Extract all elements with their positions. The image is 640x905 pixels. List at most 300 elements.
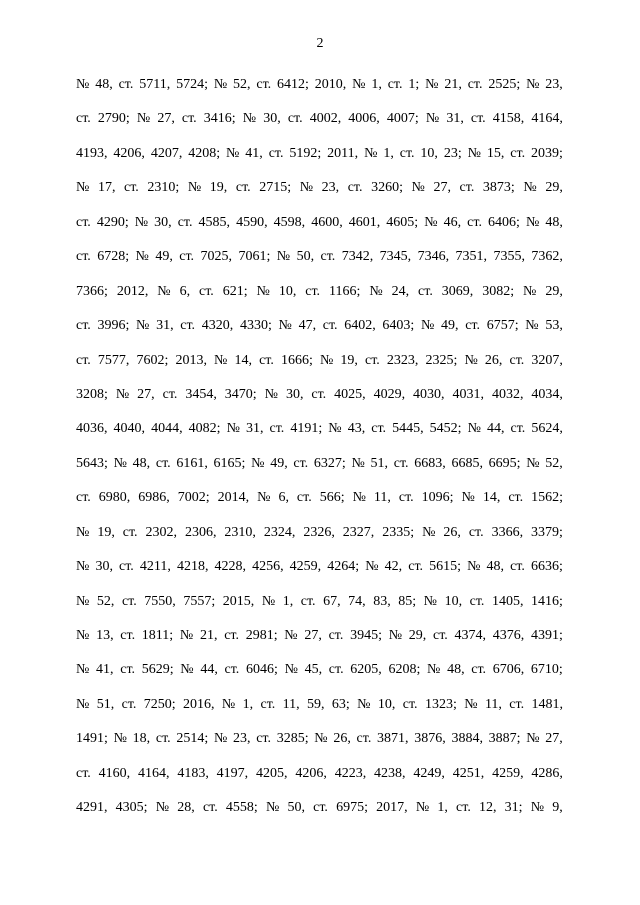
word: 2016, <box>183 696 215 712</box>
text-line <box>76 240 563 274</box>
word: ст. <box>356 731 372 747</box>
word: 4585, <box>198 214 231 230</box>
word: ст. <box>120 662 136 678</box>
word: 4197, <box>216 765 249 781</box>
word: 5452; <box>429 421 462 437</box>
word: 6161, <box>176 455 208 471</box>
word: 1562; <box>531 490 563 506</box>
word: ст. <box>313 800 328 816</box>
page-number: 2 <box>316 36 324 51</box>
text-line <box>76 516 563 550</box>
word: 10, <box>377 696 396 712</box>
word: № <box>425 111 440 127</box>
word: 31; <box>504 800 523 816</box>
word: 4374, <box>454 628 486 643</box>
word: 2790; <box>97 111 130 127</box>
word: 2039; <box>530 145 563 161</box>
word: 49, <box>270 455 288 471</box>
word: ст. <box>76 765 91 781</box>
word: 4558; <box>225 800 258 816</box>
word: ст. <box>202 800 218 816</box>
word: 1, <box>371 77 382 92</box>
word: 4002, <box>309 111 342 127</box>
word: 4205, <box>256 765 288 781</box>
word: 3260; <box>371 180 403 196</box>
word: 43, <box>347 421 366 437</box>
text-line <box>76 481 563 515</box>
word: 3873; <box>482 180 515 196</box>
word: 4391; <box>530 628 563 643</box>
word: № <box>352 490 366 506</box>
word: 48, <box>486 559 504 575</box>
word: 6975; <box>336 800 368 816</box>
word: 4290; <box>96 214 129 230</box>
word: 4207, <box>150 145 183 161</box>
word: ст. <box>418 283 433 299</box>
word: ст. <box>320 249 336 265</box>
word: 4249, <box>413 765 445 781</box>
word: № <box>135 249 149 265</box>
word: ст. <box>510 559 525 575</box>
word: 12, <box>479 800 497 816</box>
word: 5615; <box>429 559 461 575</box>
word: ст. <box>465 318 480 334</box>
word: 50, <box>296 249 315 265</box>
word: ст. <box>365 352 380 368</box>
word: 3454, <box>185 386 217 402</box>
word: 2324, <box>263 524 296 540</box>
word: 63; <box>331 696 350 712</box>
word: ст. <box>224 628 239 643</box>
word: № <box>525 318 539 334</box>
word: 6412; <box>277 77 309 92</box>
word: № <box>422 524 436 540</box>
word: 52, <box>233 77 251 92</box>
word: 4044, <box>151 421 183 437</box>
word: ст. <box>155 731 171 747</box>
word: 31, <box>245 421 264 437</box>
text-line <box>76 137 563 171</box>
word: 4259, <box>492 765 524 781</box>
word: 7577, <box>97 352 130 368</box>
word: 53, <box>545 318 563 334</box>
word: 6165; <box>213 455 246 471</box>
word: ст. <box>121 696 137 712</box>
word: 30, <box>263 111 281 127</box>
word: № <box>284 662 298 678</box>
word: 41, <box>96 662 114 678</box>
word: ст. <box>509 696 525 712</box>
word: ст. <box>287 111 303 127</box>
word: 7346, <box>417 249 450 265</box>
word: 19, <box>209 180 228 196</box>
word: 4040, <box>113 421 146 437</box>
word: 1666; <box>280 352 313 368</box>
word: № <box>226 145 240 161</box>
word: 3470; <box>224 386 257 402</box>
word: 2335; <box>382 524 415 540</box>
word: ст. <box>256 731 271 747</box>
word: № <box>76 696 90 712</box>
word: № <box>242 111 257 127</box>
word: ст. <box>120 628 136 643</box>
word: 30, <box>95 559 113 575</box>
word: ст. <box>296 490 312 506</box>
text-line <box>76 275 563 309</box>
word: 4164, <box>137 765 170 781</box>
word: ст. <box>181 111 197 127</box>
word: 4601, <box>348 214 381 230</box>
word: 42, <box>384 559 403 575</box>
word: ст. <box>76 490 91 506</box>
word: № <box>351 455 365 471</box>
word: 59, <box>307 696 325 712</box>
text-line <box>76 447 563 481</box>
word: ст. <box>199 283 214 299</box>
word: № <box>261 593 276 609</box>
text-line <box>76 378 563 412</box>
word: 4206, <box>295 765 327 781</box>
text-line <box>76 68 563 102</box>
word: 6, <box>179 283 191 299</box>
word: ст. <box>508 490 524 506</box>
word: 29, <box>545 283 563 299</box>
word: 1416; <box>531 593 563 609</box>
word: № <box>467 421 481 437</box>
word: 7366; <box>76 283 108 299</box>
word: 1491; <box>76 731 108 747</box>
word: 49, <box>155 249 173 265</box>
word: 4206, <box>113 145 145 161</box>
word: № <box>423 593 438 609</box>
word: № <box>278 318 292 334</box>
word: 4590, <box>236 214 268 230</box>
word: ст. <box>259 352 274 368</box>
word: 9, <box>552 800 563 816</box>
word: 67, <box>323 593 341 609</box>
word: 4598, <box>273 214 306 230</box>
word: № <box>464 352 478 368</box>
word: 6, <box>278 490 289 506</box>
word: 2326, <box>303 524 335 540</box>
word: № <box>427 662 441 678</box>
word: № <box>113 731 127 747</box>
text-line <box>76 206 563 240</box>
word: № <box>526 731 540 747</box>
word: 4032, <box>491 386 524 402</box>
word: 23, <box>545 77 563 92</box>
word: 6685, <box>451 455 483 471</box>
word: 6208; <box>388 662 421 678</box>
word: 18, <box>132 731 151 747</box>
word: 4036, <box>76 421 108 437</box>
word: 1405, <box>491 593 524 609</box>
word: 2325; <box>425 352 458 368</box>
word: № <box>464 696 478 712</box>
word: ст. <box>471 662 487 678</box>
word: 3069, <box>441 283 474 299</box>
word: № <box>461 490 475 506</box>
word: 3887; <box>488 731 521 747</box>
word: № <box>76 180 90 196</box>
word: 4376, <box>492 628 525 643</box>
word: 27, <box>545 731 563 747</box>
word: 14, <box>482 490 501 506</box>
word: 6695; <box>488 455 521 471</box>
word: 2015, <box>222 593 255 609</box>
word: 7362, <box>531 249 563 265</box>
word: 52, <box>545 455 563 471</box>
word: 621; <box>222 283 248 299</box>
word: 1, <box>383 145 394 161</box>
word: № <box>411 180 425 196</box>
text-line <box>76 619 563 653</box>
word: ст. <box>119 559 134 575</box>
word: № <box>415 800 430 816</box>
word: 23, <box>321 180 340 196</box>
word: 2010, <box>314 77 347 92</box>
word: 1323; <box>424 696 457 712</box>
word: ст. <box>76 352 91 368</box>
word: ст. <box>76 249 91 265</box>
word: 45, <box>304 662 323 678</box>
word: 4007; <box>386 111 419 127</box>
word: 4218, <box>176 559 209 575</box>
word: 3207, <box>531 352 563 368</box>
word: 11, <box>373 490 391 506</box>
word: № <box>136 111 151 127</box>
word: 28, <box>177 800 195 816</box>
word: ст. <box>121 593 137 609</box>
word: № <box>284 628 298 643</box>
word: № <box>314 731 328 747</box>
word: 4164, <box>531 111 563 127</box>
word: № <box>226 421 240 437</box>
word: ст. <box>509 352 525 368</box>
word: ст. <box>467 77 483 92</box>
word: 4082; <box>188 421 221 437</box>
word: 2013, <box>175 352 207 368</box>
word: 4605; <box>386 214 419 230</box>
word: № <box>420 318 435 334</box>
word: 3082; <box>482 283 515 299</box>
word: № <box>76 559 90 575</box>
word: 1, <box>242 696 254 712</box>
word: ст. <box>510 145 526 161</box>
word: ст. <box>122 524 138 540</box>
word: 7250; <box>143 696 176 712</box>
word: 6403; <box>382 318 415 334</box>
word: 1811; <box>141 628 174 643</box>
word: ст. <box>256 77 272 92</box>
word: ст. <box>76 214 91 230</box>
word: № <box>214 352 228 368</box>
word: 24, <box>391 283 410 299</box>
word: 26, <box>484 352 503 368</box>
word: 5445, <box>392 421 424 437</box>
word: ст. <box>124 180 139 196</box>
word: 4160, <box>98 765 131 781</box>
word: ст. <box>76 318 91 334</box>
word: 2302, <box>145 524 177 540</box>
word: 49, <box>441 318 459 334</box>
word: 14, <box>234 352 252 368</box>
word: 23, <box>233 731 251 747</box>
word: 2012, <box>116 283 149 299</box>
word: № <box>369 283 383 299</box>
word: № <box>76 524 90 540</box>
word: № <box>113 455 127 471</box>
word: № <box>526 77 540 92</box>
word: 6986, <box>138 490 170 506</box>
word: № <box>425 77 439 92</box>
text-line <box>76 722 563 756</box>
word: 7002; <box>177 490 210 506</box>
word: ст. <box>268 145 284 161</box>
word: 3871, <box>377 731 409 747</box>
word: № <box>179 628 194 643</box>
word: № <box>221 696 236 712</box>
text-line <box>76 171 563 205</box>
word: 4251, <box>452 765 485 781</box>
word: 6757; <box>486 318 519 334</box>
word: 5643; <box>76 455 108 471</box>
word: № <box>187 180 202 196</box>
word: 26, <box>333 731 351 747</box>
word: 2514; <box>176 731 209 747</box>
word: 3416; <box>203 111 236 127</box>
word: 7550, <box>144 593 176 609</box>
word: 2017, <box>376 800 408 816</box>
word: 26, <box>443 524 461 540</box>
word: 51, <box>96 696 115 712</box>
word: ст. <box>393 455 409 471</box>
word: ст. <box>469 593 485 609</box>
word: № <box>257 490 271 506</box>
word: 21, <box>199 628 218 643</box>
word: ст. <box>311 386 327 402</box>
word: 4330; <box>239 318 272 334</box>
word: 6706, <box>492 662 525 678</box>
word: ст. <box>402 696 418 712</box>
word: 3945; <box>350 628 382 643</box>
word: 21, <box>444 77 462 92</box>
word: 4029, <box>373 386 406 402</box>
word: 4291, <box>76 800 108 816</box>
word: 6327; <box>313 455 346 471</box>
word: ст. <box>408 559 424 575</box>
word: № <box>365 559 379 575</box>
word: ст. <box>510 421 526 437</box>
word: 7345, <box>379 249 412 265</box>
text-line <box>76 550 563 584</box>
word: № <box>276 249 291 265</box>
word: № <box>467 145 481 161</box>
word: 4600, <box>311 214 343 230</box>
word: 2323, <box>386 352 419 368</box>
text-line <box>76 688 563 722</box>
word: № <box>213 77 228 92</box>
word: 47, <box>298 318 317 334</box>
word: 3379; <box>531 524 563 540</box>
word: ст. <box>76 111 91 127</box>
word: 6710; <box>530 662 563 678</box>
word: № <box>251 455 265 471</box>
word: ст. <box>305 283 321 299</box>
word: 2011, <box>327 145 359 161</box>
word: 2327, <box>342 524 375 540</box>
word: ст. <box>118 77 134 92</box>
word: 10, <box>420 145 438 161</box>
word: ст. <box>162 386 178 402</box>
text-line <box>76 344 563 378</box>
word: 4183, <box>177 765 209 781</box>
word: 6980, <box>98 490 131 506</box>
word: 13, <box>96 628 114 643</box>
word: 4193, <box>76 145 108 161</box>
word: 27, <box>433 180 451 196</box>
word: 5711, <box>139 77 171 92</box>
word: № <box>523 283 537 299</box>
word: № <box>155 800 170 816</box>
word: ст. <box>155 455 171 471</box>
word: 23; <box>443 145 462 161</box>
word: 85; <box>398 593 417 609</box>
text-line <box>76 585 563 619</box>
word: ст. <box>179 249 195 265</box>
word: 44, <box>486 421 505 437</box>
word: № <box>424 214 438 230</box>
word: № <box>256 283 270 299</box>
word: 6205, <box>350 662 382 678</box>
word: 48, <box>447 662 465 678</box>
word: 7342, <box>341 249 374 265</box>
word: 3884, <box>451 731 483 747</box>
word: 17, <box>97 180 116 196</box>
word: 29, <box>408 628 427 643</box>
text-line <box>76 757 563 791</box>
word: 3208; <box>76 386 108 402</box>
word: 29, <box>545 180 563 196</box>
word: 2715; <box>259 180 292 196</box>
word: № <box>319 352 334 368</box>
word: № <box>264 386 278 402</box>
word: № <box>388 628 403 643</box>
word: 44, <box>200 662 218 678</box>
word: № <box>265 800 280 816</box>
word: 4259, <box>289 559 322 575</box>
word: 4211, <box>139 559 171 575</box>
word: 5629; <box>141 662 174 678</box>
word: ст. <box>328 662 344 678</box>
word: 4264; <box>327 559 360 575</box>
word: № <box>76 593 90 609</box>
word: 19, <box>97 524 115 540</box>
word: № <box>136 318 150 334</box>
word: ст. <box>328 628 344 643</box>
word: 6683, <box>414 455 446 471</box>
word: 1481, <box>531 696 563 712</box>
word: 2310, <box>224 524 256 540</box>
text-line <box>76 653 563 687</box>
word: № <box>364 145 378 161</box>
word: 74, <box>348 593 366 609</box>
word: 4320, <box>201 318 234 334</box>
word: 3285; <box>276 731 309 747</box>
word: ст. <box>177 214 193 230</box>
word: 19, <box>340 352 358 368</box>
word: № <box>530 800 545 816</box>
